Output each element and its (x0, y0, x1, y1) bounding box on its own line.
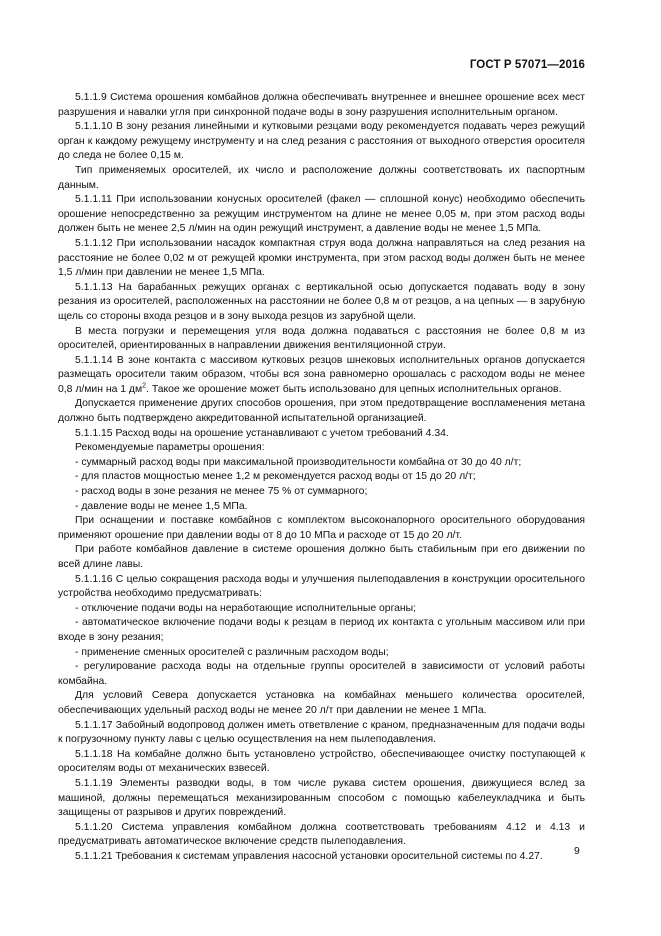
document-header: ГОСТ Р 57071—2016 (469, 59, 585, 71)
page-number: 9 (574, 846, 580, 857)
paragraph: При оснащении и поставке комбайнов с комплектом высоконапорного оросительного оборудования применяют орошение при давлении воды от 8 до 10 МПа и расходе от 15 до 20 л/т. (58, 515, 585, 541)
paragraph: В места погрузки и перемещения угля вода должна подаваться с расстояния не более 0,8 м из оросителей, ориентированных в направлении движения вентиляционной струи. (58, 325, 585, 352)
list-item: - применение сменных оросителей с различным расходом воды; (75, 646, 389, 658)
list-item: - расход воды в зоне резания не менее 75 % от суммарного; (75, 486, 368, 498)
document-body (58, 91, 585, 864)
list-item: - регулирование расхода воды на отдельные группы оросителей в зависимости от условий работы комбайна. (58, 661, 585, 687)
paragraph: 5.1.1.20 Система управления комбайном должна соответствовать требованиям 4.12 и 4.13 и предусматривать автоматическое включение средств пылеподавления. (58, 821, 585, 848)
superscript: 2 (142, 382, 147, 390)
list-item: - для пластов мощностью менее 1,2 м рекомендуется расход воды от 15 до 20 л/т; (75, 471, 476, 483)
paragraph: 5.1.1.11 При использовании конусных оросителей (факел — сплошной конус) необходимо обеспечить орошение непосредственно за режущим инструментом на длине не менее 0,05 м, при этом расход воды должен быть не менее 2,5 л/мин на один режущий инструмент, а давление воды не менее 1,5 МПа. (58, 194, 585, 235)
paragraph: 5.1.1.18 На комбайне должно быть установлено устройство, обеспечивающее очистку поступающей к оросителям воды от механических взвесей. (58, 748, 585, 775)
paragraph: 5.1.1.10 В зону резания линейными и кутковыми резцами воду рекомендуется подавать через режущий орган к каждому режущему инструменту и на след резания с расстояния от выходного отверстия оросителя до следа не более 0,15 м. (58, 121, 585, 162)
paragraph: 5.1.1.17 Забойный водопровод должен иметь ответвление с краном, предназначенным для подачи воды к погрузочному пункту лавы с целью осуществления на нем пылеподавления. (58, 719, 585, 746)
paragraph: 5.1.1.12 При использовании насадок компактная струя вода должна направляться на след резания на расстояние не более 0,02 м от режущей кромки инструмента, при этом расход воды должен быть не менее 1,5 л/мин при давлении не менее 1,5 МПа. (58, 237, 585, 279)
list-item: - суммарный расход воды при максимальной производительности комбайна от 30 до 40 л/т; (75, 456, 522, 468)
paragraph-text: 5.1.1.14 В зоне контакта с массивом кутковых резцов шнековых исполнительных органов допускается размещать оросители таким образом, чтобы вся зона равномерно орошалась с расходом воды не менее 0,8 л/мин на 1 дм (58, 354, 585, 395)
paragraph: При работе комбайнов давление в системе орошения должно быть стабильным при его движении по всей длине лавы. (58, 544, 585, 570)
paragraph: 5.1.1.15 Расход воды на орошение устанавливают с учетом требований 4.34. (75, 427, 449, 439)
paragraph: Для условий Севера допускается установка на комбайнах меньшего количества оросителей, обеспечивающих удельный расход воды не менее 20 л/т при давлении не менее 1 МПа. (58, 690, 585, 716)
paragraph (58, 354, 585, 398)
paragraph: Рекомендуемые параметры орошения: (75, 442, 265, 454)
paragraph: 5.1.1.9 Система орошения комбайнов должна обеспечивать внутреннее и внешнее орошение всех мест разрушения и навалки угля при синхронной подаче воды в зону разрушения исполнительным органом. (58, 92, 585, 118)
list-item: - давление воды не менее 1,5 МПа. (75, 500, 248, 512)
paragraph: Тип применяемых оросителей, их число и расположение должны соответствовать их паспортным данным. (58, 164, 585, 191)
paragraph-text: . Такое же орошение может быть использовано для цепных исполнительных органов. (146, 383, 562, 395)
paragraph: 5.1.1.19 Элементы разводки воды, в том числе рукава систем орошения, движущиеся вслед за машиной, должны перемещаться механизированным способом с помощью кабелеукладчика и быть защищены от разрывов и других повреждений. (58, 777, 585, 819)
list-item: - автоматическое включение подачи воды к резцам в период их контакта с угольным массивом или при входе в зону резания; (58, 617, 585, 643)
paragraph: 5.1.1.16 С целью сокращения расхода воды и улучшения пылеподавления в конструкции оросительного устройства необходимо предусматривать: (58, 573, 585, 600)
paragraph: Допускается применение других способов орошения, при этом предотвращение воспламенения метана должно быть подтверждено аккредитованной испытательной организацией. (58, 398, 585, 425)
paragraph: 5.1.1.13 На барабанных режущих органах с вертикальной осью допускается подавать воду в зону резания из оросителей, расположенных на расстоянии не более 0,8 м от резцов, а на цепных — в зарубную щель со стороны входа резцов и в зону выхода резцов из зарубной щели. (58, 281, 585, 322)
paragraph: 5.1.1.21 Требования к системам управления насосной установки оросительной системы по 4.27. (75, 850, 543, 862)
list-item: - отключение подачи воды на неработающие исполнительные органы; (75, 602, 417, 614)
